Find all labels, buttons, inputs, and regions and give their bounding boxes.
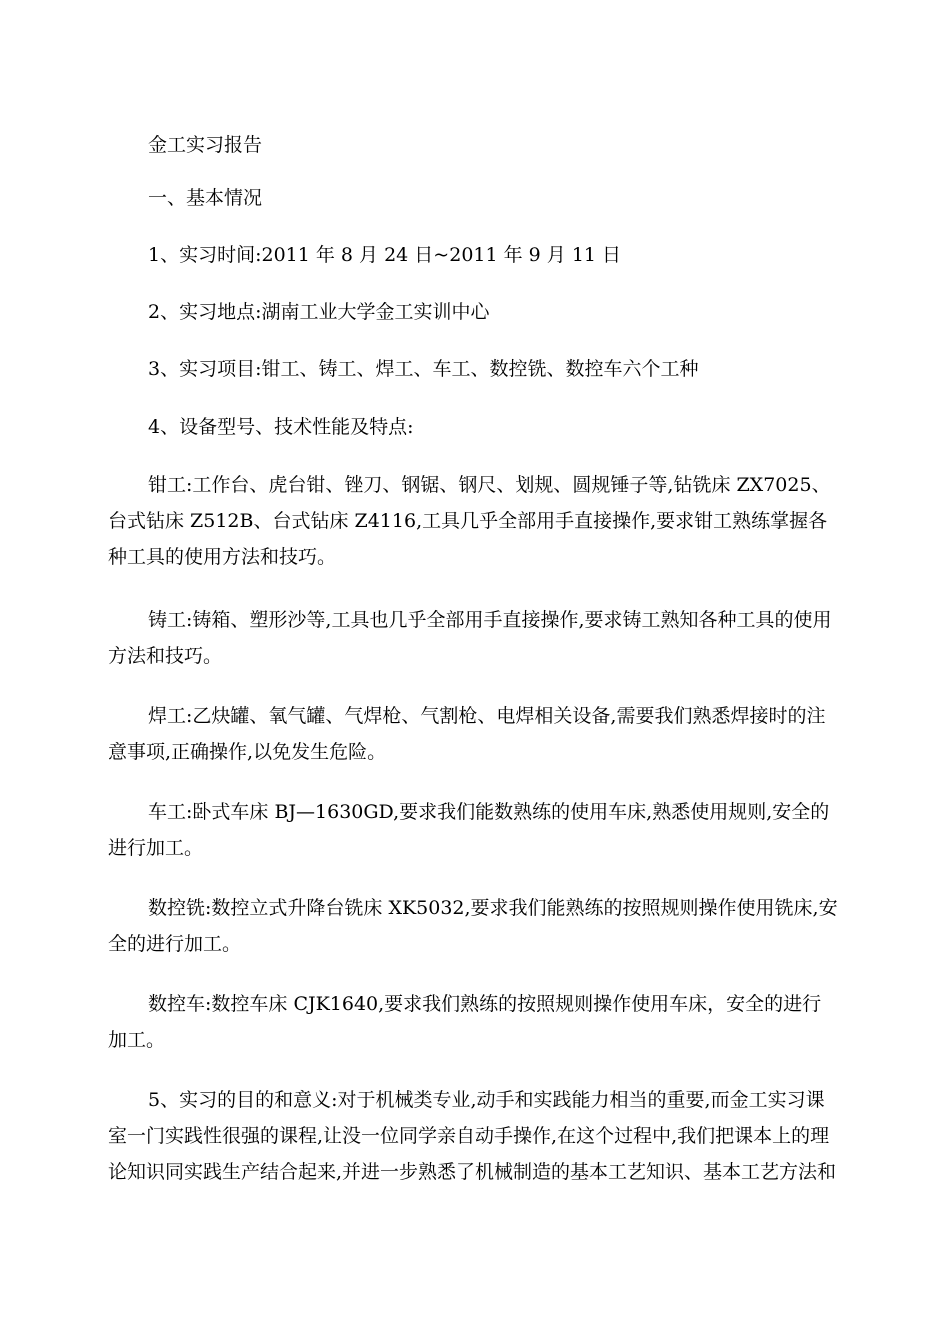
section-heading-basic-info: 一、基本情况 <box>148 187 263 209</box>
item-internship-place: 2、实习地点:湖南工业大学金工实训中心 <box>148 301 490 323</box>
paragraph-welding: 焊工:乙炔罐、氧气罐、气焊枪、气割枪、电焊相关设备,需要我们熟悉焊接时的注意事项,正确操作,以免发生危险。 <box>108 705 826 763</box>
item-internship-time: 1、实习时间:2011 年 8 月 24 日~2011 年 9 月 11 日 <box>148 244 622 266</box>
item-equipment-heading: 4、设备型号、技术性能及特点: <box>148 416 414 438</box>
document-title: 金工实习报告 <box>148 134 263 156</box>
paragraph-fitter: 钳工:工作台、虎台钳、锉刀、钢锯、钢尺、划规、圆规锤子等,钻铣床 ZX7025、台式钻床 Z512B、台式钻床 Z4116,工具几乎全部用手直接操作,要求钳工熟练掌握各种工具的使用方法和技巧。 <box>108 474 831 568</box>
paragraph-cnc-milling: 数控铣:数控立式升降台铣床 XK5032,要求我们能熟练的按照规则操作使用铣床,安全的进行加工。 <box>108 897 838 955</box>
paragraph-turning: 车工:卧式车床 BJ—1630GD,要求我们能数熟练的使用车床,熟悉使用规则,安全的进行加工。 <box>108 801 830 859</box>
item-internship-projects: 3、实习项目:钳工、铸工、焊工、车工、数控铣、数控车六个工种 <box>148 358 699 380</box>
item-purpose-significance: 5、实习的目的和意义:对于机械类专业,动手和实践能力相当的重要,而金工实习课室一门实践性很强的课程,让没一位同学亲自动手操作,在这个过程中,我们把课本上的理论知识同实践生产结合起来,并进一步熟悉了机械制造的基本工艺知识、基本工艺方法和 <box>108 1089 837 1183</box>
paragraph-casting: 铸工:铸箱、塑形沙等,工具也几乎全部用手直接操作,要求铸工熟知各种工具的使用方法和技巧。 <box>108 609 832 667</box>
paragraph-cnc-lathe: 数控车:数控车床 CJK1640,要求我们熟练的按照规则操作使用车床，安全的进行加工。 <box>108 993 822 1051</box>
